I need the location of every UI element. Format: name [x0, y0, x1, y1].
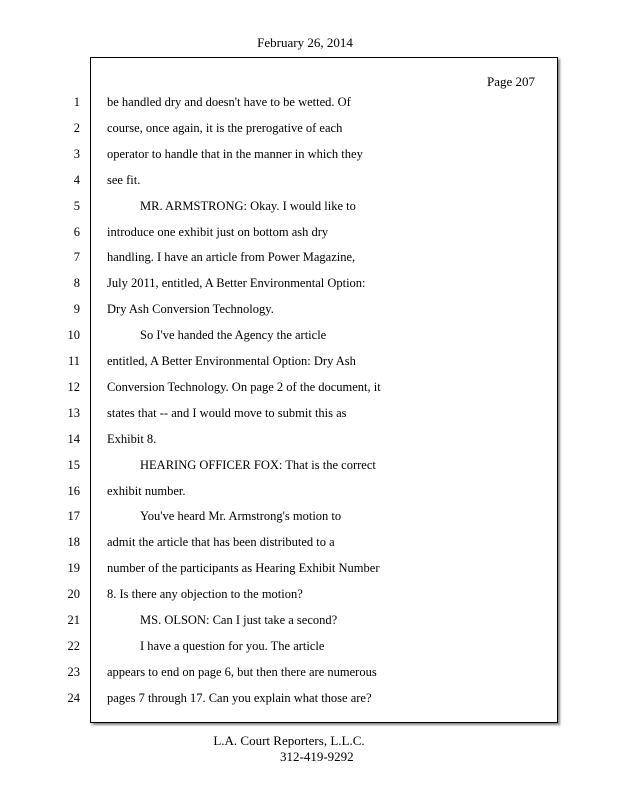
- line-number: 22: [67, 639, 80, 653]
- transcript-line: Conversion Technology. On page 2 of the document, it: [107, 380, 381, 394]
- transcript-line: introduce one exhibit just on bottom ash dry: [107, 225, 329, 239]
- transcript-line: Dry Ash Conversion Technology.: [107, 302, 274, 316]
- line-number: 24: [67, 691, 80, 705]
- transcript-line: You've heard Mr. Armstrong's motion to: [140, 509, 342, 523]
- line-number: 14: [67, 432, 80, 446]
- transcript-line: see fit.: [107, 173, 141, 187]
- transcript-line: So I've handed the Agency the article: [140, 328, 327, 342]
- transcript-line: 8. Is there any objection to the motion?: [107, 587, 303, 601]
- transcript-line: pages 7 through 17. Can you explain what those are?: [107, 691, 372, 705]
- transcript-line: appears to end on page 6, but then there are numerous: [107, 665, 377, 679]
- line-number: 21: [67, 613, 80, 627]
- line-number: 13: [67, 406, 80, 420]
- line-number: 5: [73, 199, 80, 213]
- line-number: 16: [67, 484, 80, 498]
- line-number: 23: [67, 665, 80, 679]
- transcript-line: MR. ARMSTRONG: Okay. I would like to: [140, 199, 356, 213]
- line-number: 2: [73, 121, 80, 135]
- transcript-line: be handled dry and doesn't have to be wetted. Of: [107, 95, 351, 109]
- line-number: 11: [67, 354, 80, 368]
- line-number: 17: [67, 509, 80, 523]
- line-number: 10: [67, 328, 80, 342]
- line-number: 9: [73, 302, 80, 316]
- line-number: 12: [67, 380, 80, 394]
- line-number: 6: [73, 225, 80, 239]
- line-number: 8: [73, 276, 80, 290]
- transcript-line: HEARING OFFICER FOX: That is the correct: [140, 458, 376, 472]
- transcript-line: July 2011, entitled, A Better Environmental Option:: [107, 276, 366, 290]
- line-number: 15: [67, 458, 80, 472]
- line-number: 4: [73, 173, 80, 187]
- transcript-line: MS. OLSON: Can I just take a second?: [140, 613, 338, 627]
- transcript-line: exhibit number.: [107, 484, 186, 498]
- transcript-line: handling. I have an article from Power Magazine,: [107, 250, 356, 264]
- footer-company: L.A. Court Reporters, L.L.C.: [213, 733, 365, 748]
- line-number: 3: [73, 147, 80, 161]
- transcript-line: operator to handle that in the manner in which they: [107, 147, 363, 161]
- transcript-line: states that -- and I would move to submit this as: [107, 406, 347, 420]
- line-number: 19: [67, 561, 80, 575]
- transcript-line: course, once again, it is the prerogative of each: [107, 121, 343, 135]
- page-number: Page 207: [487, 74, 536, 89]
- line-number: 20: [67, 587, 80, 601]
- line-number: 1: [73, 95, 80, 109]
- line-number: 7: [73, 250, 80, 264]
- line-number: 18: [67, 535, 80, 549]
- footer-phone: 312-419-9292: [280, 749, 354, 764]
- transcript-line: Exhibit 8.: [107, 432, 157, 446]
- transcript-line: I have a question for you. The article: [140, 639, 325, 653]
- transcript-line: number of the participants as Hearing Exhibit Number: [107, 561, 380, 575]
- header-date: February 26, 2014: [257, 35, 353, 50]
- transcript-line: admit the article that has been distributed to a: [107, 535, 335, 549]
- transcript-line: entitled, A Better Environmental Option: Dry Ash: [107, 354, 356, 368]
